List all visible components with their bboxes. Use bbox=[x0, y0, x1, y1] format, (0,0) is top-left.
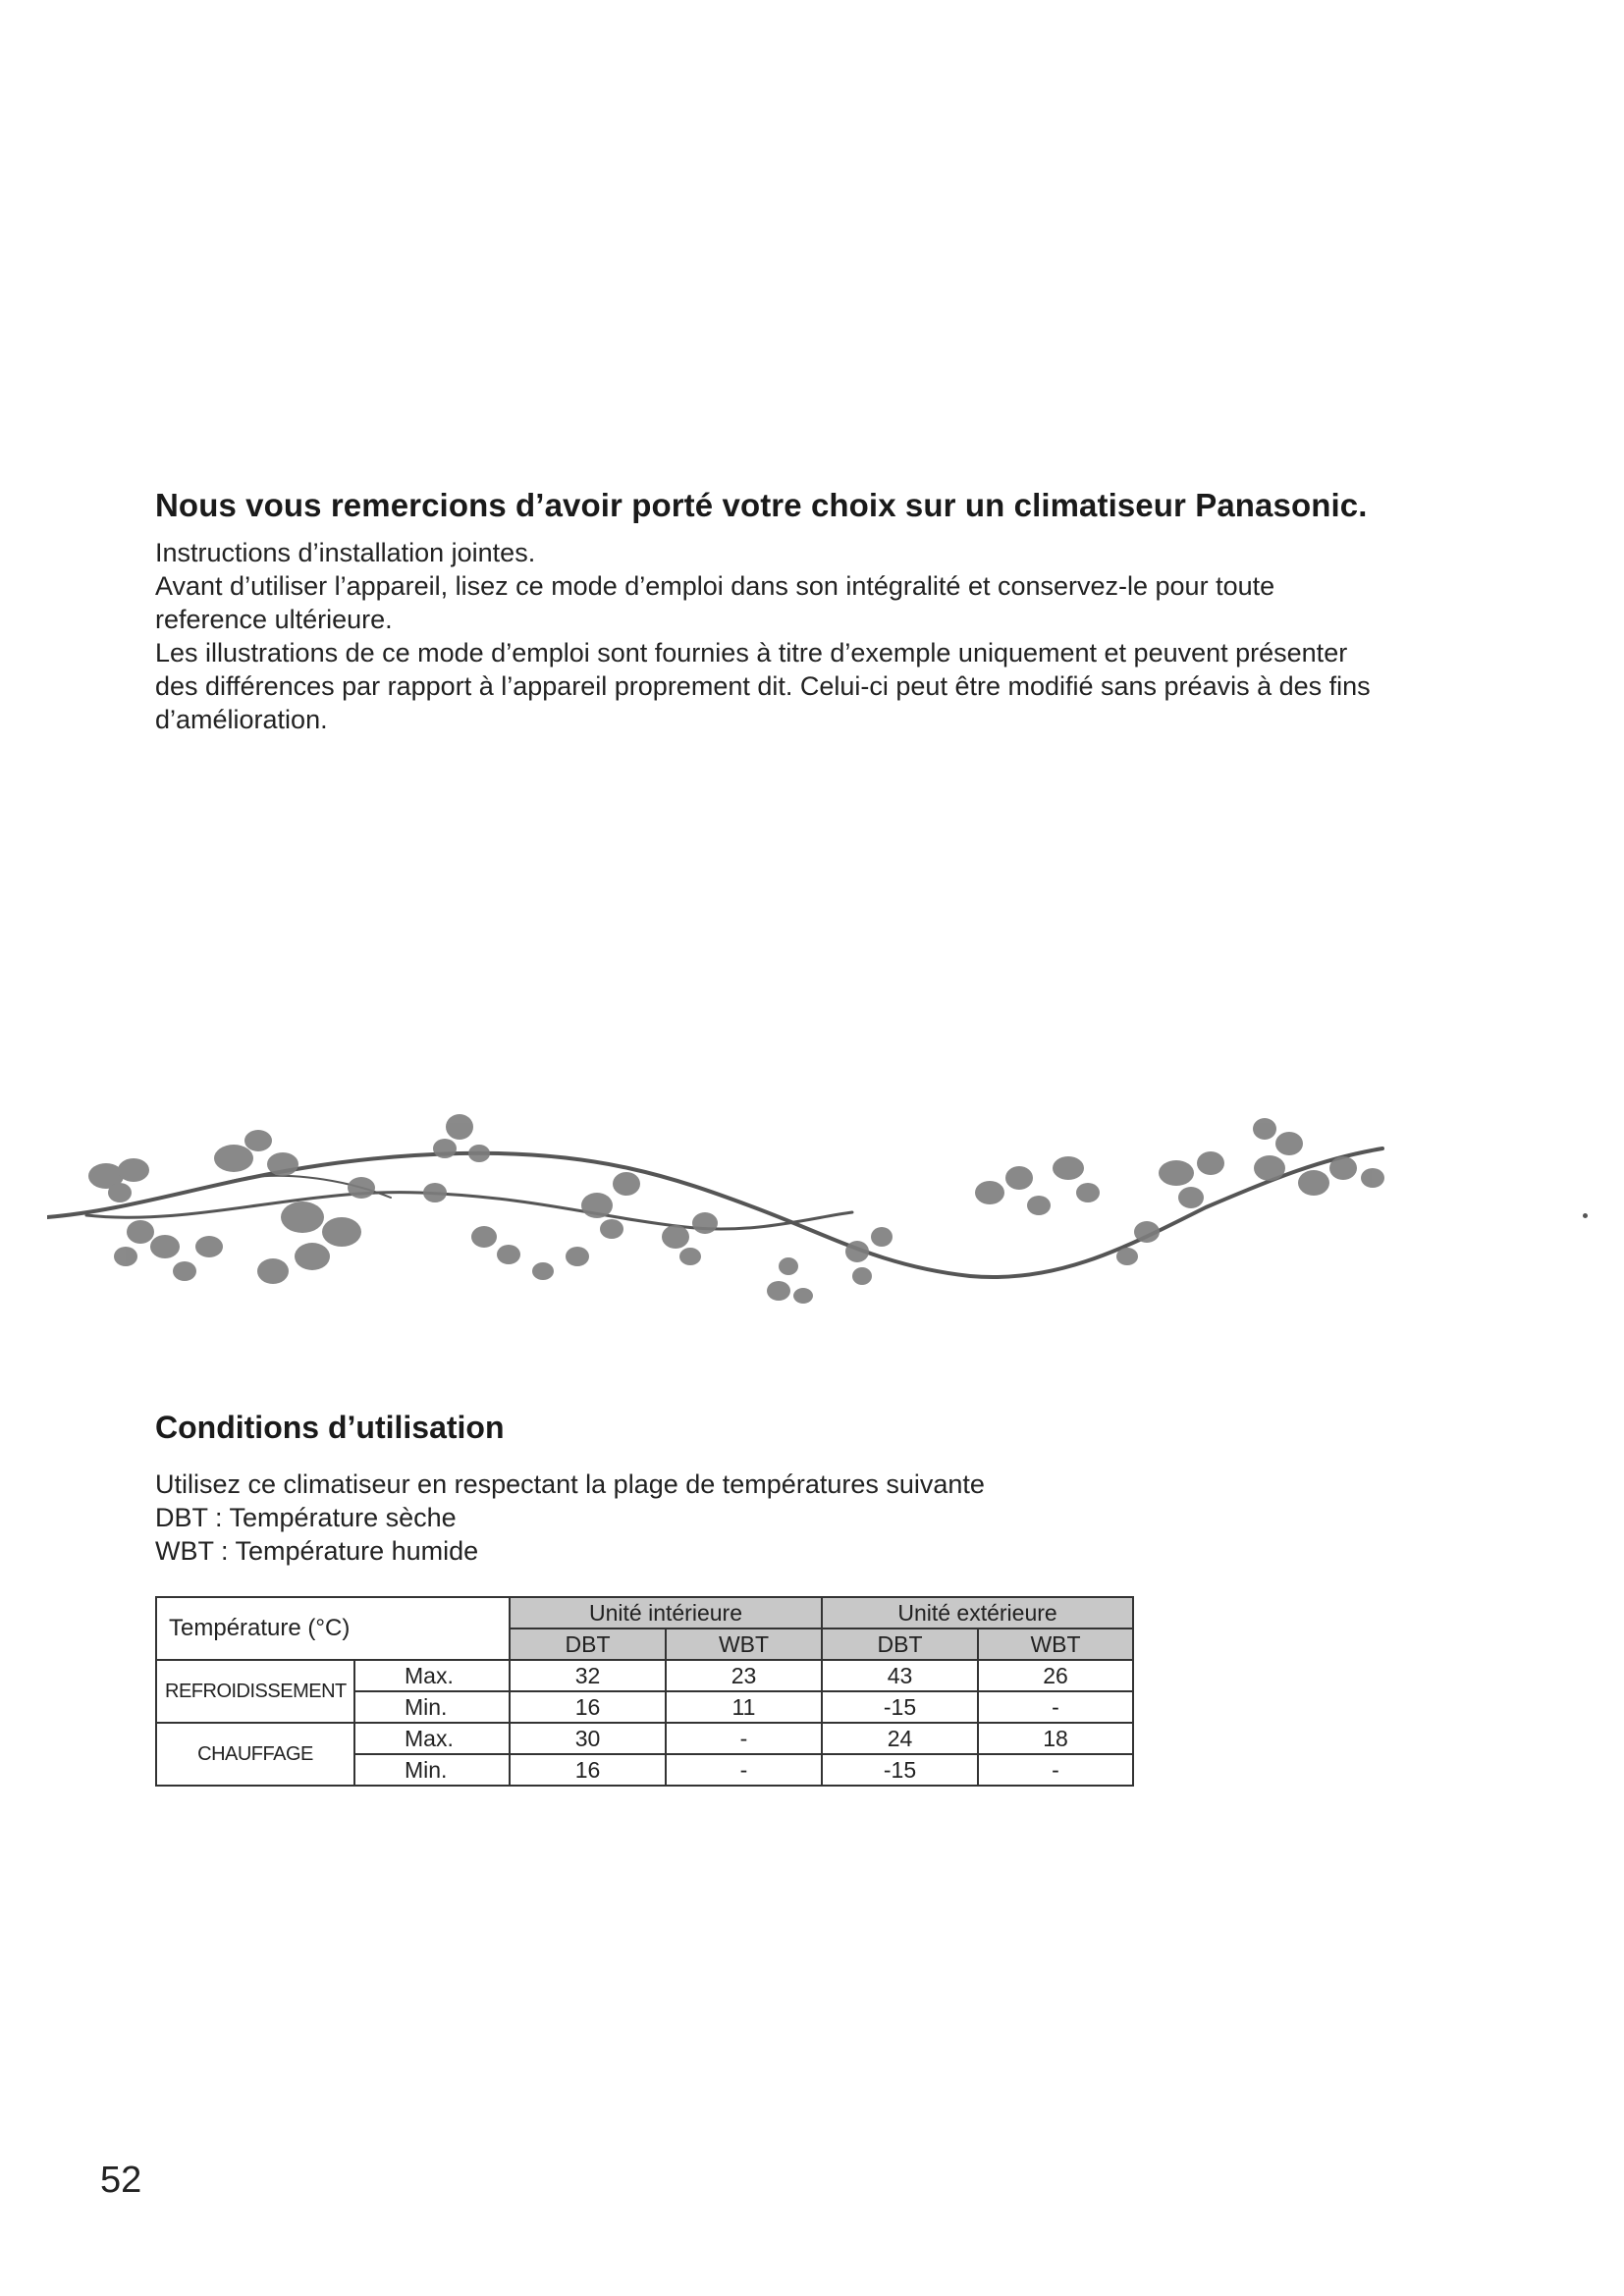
temperature-table bbox=[155, 1596, 1134, 1787]
limit-cell: Min. bbox=[354, 1691, 510, 1723]
limit-cell: Max. bbox=[354, 1723, 510, 1754]
limit-cell: Max. bbox=[354, 1660, 510, 1691]
value-cell: -15 bbox=[822, 1691, 978, 1723]
mode-heating: CHAUFFAGE bbox=[156, 1723, 354, 1786]
value-cell: - bbox=[978, 1754, 1133, 1786]
intro-line: reference ultérieure. bbox=[155, 605, 393, 634]
column-header: WBT bbox=[666, 1629, 822, 1660]
mode-cooling: REFROIDISSEMENT bbox=[156, 1660, 354, 1723]
intro-line: des différences par rapport à l’appareil proprement dit. Celui-ci peut être modifié sans préavis à des fins bbox=[155, 671, 1371, 701]
value-cell: 16 bbox=[510, 1691, 666, 1723]
limit-cell: Min. bbox=[354, 1754, 510, 1786]
intro-line: Instructions d’installation jointes. bbox=[155, 538, 536, 567]
intro-title: Nous vous remercions d’avoir porté votre choix sur un climatiseur Panasonic. bbox=[155, 487, 1368, 523]
value-cell: 26 bbox=[978, 1660, 1133, 1691]
value-cell: - bbox=[978, 1691, 1133, 1723]
value-cell: 16 bbox=[510, 1754, 666, 1786]
value-cell: 23 bbox=[666, 1660, 822, 1691]
value-cell: - bbox=[666, 1754, 822, 1786]
temperature-label: Température (°C) bbox=[156, 1597, 510, 1660]
page-number: 52 bbox=[100, 2160, 142, 2201]
value-cell: 11 bbox=[666, 1691, 822, 1723]
value-cell: 43 bbox=[822, 1660, 978, 1691]
conditions-line: DBT : Température sèche bbox=[155, 1503, 457, 1532]
value-cell: 24 bbox=[822, 1723, 978, 1754]
column-header: DBT bbox=[822, 1629, 978, 1660]
outdoor-unit-header: Unité extérieure bbox=[822, 1597, 1133, 1629]
table-row bbox=[156, 1723, 1133, 1754]
conditions-line: WBT : Température humide bbox=[155, 1536, 479, 1566]
conditions-section bbox=[155, 1410, 1432, 1568]
value-cell: 32 bbox=[510, 1660, 666, 1691]
value-cell: -15 bbox=[822, 1754, 978, 1786]
intro-line: Les illustrations de ce mode d’emploi sont fournies à titre d’exemple uniquement et peuvent présenter bbox=[155, 638, 1348, 667]
vine-leaves-illustration bbox=[47, 1099, 1461, 1325]
intro-section bbox=[155, 487, 1530, 736]
stray-dot bbox=[1583, 1213, 1588, 1218]
table-header-row bbox=[156, 1597, 1133, 1629]
column-header: WBT bbox=[978, 1629, 1133, 1660]
conditions-line: Utilisez ce climatiseur en respectant la plage de températures suivante bbox=[155, 1469, 985, 1499]
value-cell: - bbox=[666, 1723, 822, 1754]
intro-line: d’amélioration. bbox=[155, 705, 328, 734]
intro-line: Avant d’utiliser l’appareil, lisez ce mode d’emploi dans son intégralité et conservez-le pour toute bbox=[155, 571, 1275, 601]
value-cell: 30 bbox=[510, 1723, 666, 1754]
value-cell: 18 bbox=[978, 1723, 1133, 1754]
table-row bbox=[156, 1660, 1133, 1691]
conditions-title: Conditions d’utilisation bbox=[155, 1410, 505, 1445]
indoor-unit-header: Unité intérieure bbox=[510, 1597, 822, 1629]
column-header: DBT bbox=[510, 1629, 666, 1660]
